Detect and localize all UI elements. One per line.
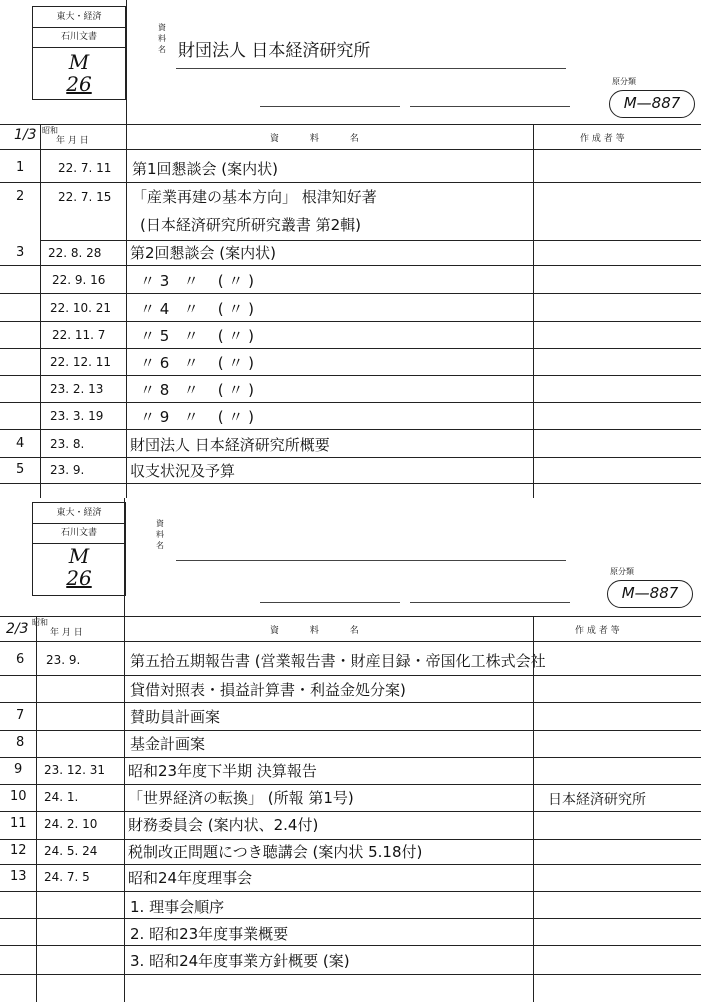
row-date: 24. 5. 24	[44, 844, 98, 858]
row-date: 23. 9.	[50, 463, 85, 477]
row-date: 22. 11. 7	[52, 328, 106, 342]
page-indicator-bottom: 2/3	[6, 621, 29, 637]
doc-label: 資 料 名	[270, 134, 373, 144]
row-title: 〃 3 〃 ( 〃 )	[140, 272, 254, 290]
classification-code: M—887	[609, 90, 695, 118]
row-date: 24. 1.	[44, 790, 79, 804]
row-title: (日本経済研究所研究叢書 第2輯)	[140, 216, 362, 234]
row-title: 1. 理事会順序	[130, 898, 225, 916]
row-title: 収支状況及予算	[130, 462, 236, 480]
row-date: 22. 7. 11	[58, 161, 112, 175]
row-date: 22. 8. 28	[48, 246, 102, 260]
row-number: 3	[16, 245, 25, 260]
row-number: 2	[16, 189, 25, 204]
row-title: 第1回懇談会 (案内状)	[132, 160, 279, 178]
row-date: 23. 8.	[50, 437, 85, 451]
row-number: 8	[16, 735, 25, 750]
row-date: 23. 9.	[46, 653, 81, 667]
author-label-2: 作 成 者 等	[575, 626, 620, 636]
row-number: 11	[10, 816, 27, 831]
row-title: 財務委員会 (案内状、2.4付)	[128, 816, 319, 834]
row-title: 3. 昭和24年度事業方針概要 (案)	[130, 952, 350, 970]
row-number: 4	[16, 436, 25, 451]
stamp-code1: M	[68, 544, 90, 568]
archive-stamp-2	[32, 502, 126, 596]
row-title: 「世界経済の転換」 (所報 第1号)	[128, 789, 354, 807]
row-title: 昭和24年度理事会	[128, 869, 253, 887]
source-label-2: 資料名	[156, 519, 164, 550]
row-date: 22. 12. 11	[50, 355, 112, 369]
classification-label-2: 原分類	[610, 567, 634, 576]
stamp-line2: 石川文書	[33, 27, 125, 48]
row-number: 6	[16, 652, 25, 667]
row-number: 7	[16, 708, 25, 723]
stamp-line2: 石川文書	[33, 523, 125, 544]
row-date: 22. 7. 15	[58, 190, 112, 204]
row-title: 第2回懇談会 (案内状)	[130, 244, 277, 262]
date-label-2: 年 月 日	[50, 628, 83, 638]
row-number: 12	[10, 843, 27, 858]
classification-label: 原分類	[612, 77, 636, 86]
row-date: 22. 10. 21	[50, 301, 112, 315]
doc-label-2: 資 料 名	[270, 626, 373, 636]
row-title: 〃 4 〃 ( 〃 )	[140, 300, 254, 318]
row-date: 24. 2. 10	[44, 817, 98, 831]
row-title: 貸借対照表・損益計算書・利益金処分案)	[130, 681, 406, 699]
row-title: 〃 8 〃 ( 〃 )	[140, 381, 254, 399]
row-title: 第五拾五期報告書 (営業報告書・財産目録・帝国化工株式会社	[130, 652, 546, 670]
stamp-code2: 26	[66, 72, 92, 96]
row-title: 賛助員計画案	[130, 708, 221, 726]
row-number: 5	[16, 462, 25, 477]
row-title: 〃 6 〃 ( 〃 )	[140, 354, 254, 372]
stamp-line1: 東大・経済	[33, 503, 125, 524]
row-date: 23. 3. 19	[50, 409, 104, 423]
era-label-2: 昭和	[32, 618, 48, 627]
archive-stamp	[32, 6, 126, 100]
source-label: 資料名	[158, 23, 166, 54]
row-date: 22. 9. 16	[52, 273, 106, 287]
row-number: 9	[14, 762, 23, 777]
row-date: 23. 2. 13	[50, 382, 104, 396]
stamp-line1: 東大・経済	[33, 7, 125, 28]
row-title: 2. 昭和23年度事業概要	[130, 925, 289, 943]
page-indicator-top: 1/3	[14, 127, 37, 143]
row-date: 23. 12. 31	[44, 763, 106, 777]
row-title: 〃 9 〃 ( 〃 )	[140, 408, 254, 426]
row-title: 昭和23年度下半期 決算報告	[128, 762, 317, 780]
classification-code-2: M—887	[607, 580, 693, 608]
row-number: 10	[10, 789, 27, 804]
row-title: 〃 5 〃 ( 〃 )	[140, 327, 254, 345]
stamp-code1: M	[68, 50, 90, 74]
stamp-code2: 26	[66, 566, 92, 590]
row-title: 税制改正問題につき聴講会 (案内状 5.18付)	[128, 843, 423, 861]
row-title: 基金計画案	[130, 735, 206, 753]
row-title: 「産業再建の基本方向」 根津知好著	[132, 188, 377, 206]
era-label: 昭和	[42, 126, 58, 135]
row-number: 1	[16, 160, 25, 175]
row-number: 13	[10, 869, 27, 884]
author-label: 作 成 者 等	[580, 134, 625, 144]
row-date: 24. 7. 5	[44, 870, 90, 884]
source-name: 財団法人 日本経済研究所	[178, 41, 371, 61]
row-author: 日本経済研究所	[548, 792, 646, 808]
row-title: 財団法人 日本経済研究所概要	[130, 436, 330, 454]
date-label: 年 月 日	[56, 136, 89, 146]
